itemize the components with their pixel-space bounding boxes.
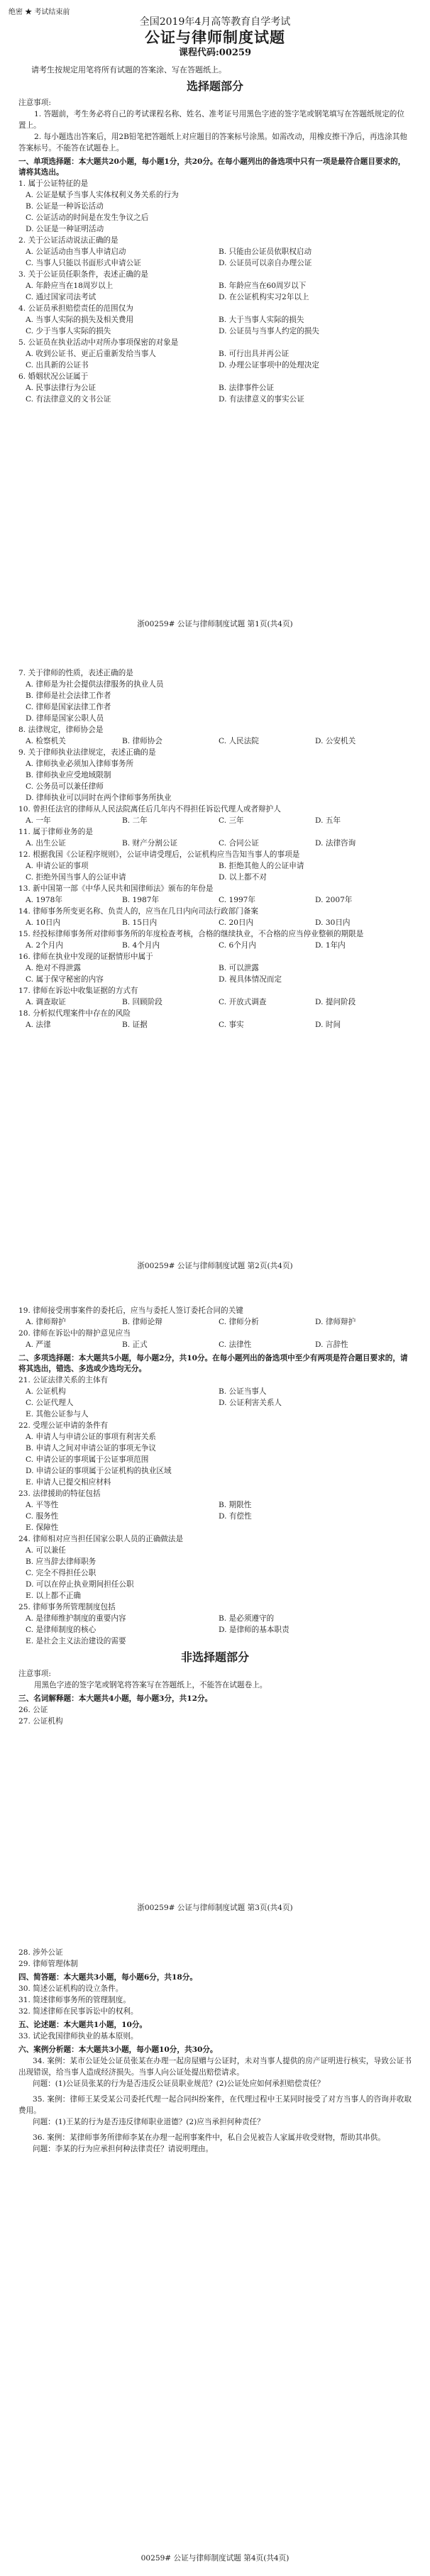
answer-option: C. 公证代理人	[26, 1399, 74, 1407]
page-2	[0, 642, 430, 1284]
answer-option: C. 当事人只能以书面形式申请公证	[26, 259, 141, 267]
question-stem: 13. 新中国第一部《中华人民共和国律师法》颁布的年份是	[18, 884, 214, 893]
option-list	[18, 189, 412, 235]
answer-option: B. 大于当事人实际的损失	[219, 316, 304, 324]
answer-option: B. 证据	[122, 1021, 148, 1029]
question-stem: 10. 曾担任法官的律师从人民法院离任后几年内不得担任诉讼代理人或者辩护人	[18, 805, 281, 814]
answer-option: E. 其他公证参与人	[26, 1410, 89, 1419]
course-code: 课程代码:00259	[178, 48, 252, 58]
answer-option: B. 律师是社会法律工作者	[26, 692, 111, 700]
question-list-page-1	[18, 178, 412, 405]
question-stem: 3. 关于公证员任职条件，表述正确的是	[18, 270, 148, 279]
part-heading-3: 三、名词解释题：本大题共4小题，每小题3分，共12分。	[18, 1694, 213, 1703]
part-heading-6: 六、案例分析题：本大题共3小题，每小题10分，共30分。	[18, 2045, 218, 2054]
answer-option: C. 律师分析	[219, 1318, 259, 1326]
question-stem: 31. 简述律师事务所的管理制度。	[18, 1996, 131, 2004]
answer-option: B. 1987年	[122, 896, 160, 904]
answer-option: D. 有法律意义的事实公证	[219, 395, 304, 404]
answer-option: B. 15日内	[122, 918, 158, 927]
question-list-page-2	[18, 667, 412, 1031]
question-list-page-3	[18, 1305, 412, 1647]
answer-option: C. 事实	[219, 1021, 244, 1029]
answer-option: D. 视具体情况而定	[219, 975, 282, 984]
question-stem: 21. 公证法律关系的主体有	[18, 1376, 109, 1384]
question-stem: 23. 法律援助的特征包括	[18, 1489, 101, 1498]
option-list	[18, 1019, 412, 1031]
answer-option: A. 年龄应当在18周岁以上	[26, 282, 114, 290]
answer-option: D. 公安机关	[315, 737, 356, 745]
answer-option: B. 可以泄露	[219, 964, 259, 972]
answer-option: A. 申请人与申请公证的事项有利害关系	[26, 1433, 156, 1441]
answer-option: A. 检察机关	[26, 737, 66, 745]
answer-option: C. 是律师制度的核心	[26, 1626, 97, 1634]
option-list	[18, 679, 412, 724]
answer-option: B. 期限性	[219, 1501, 252, 1509]
answer-option: D. 申请公证的事项属于公证机构的执业区域	[26, 1467, 172, 1475]
question-stem: 6. 婚姻状况公证属于	[18, 372, 89, 381]
question-stem: 26. 公证	[18, 1706, 48, 1714]
answer-option: A. 当事人实际的损失及相关费用	[26, 316, 134, 324]
instruction: 请考生按规定用笔将所有试题的答案涂、写在答题纸上。	[31, 65, 226, 74]
page-footer: 浙00259# 公证与律师制度试题 第3页(共4页)	[137, 1904, 293, 1912]
option-list	[18, 917, 412, 928]
notice-1	[18, 97, 412, 154]
page-footer: 00259# 公证与律师制度试题 第4页(共4页)	[140, 2554, 290, 2563]
answer-option: A. 收到公证书、更正后重新发给当事人	[26, 350, 156, 358]
option-list	[18, 1386, 412, 1420]
paper-title: 公证与律师制度试题	[145, 28, 285, 46]
part-heading-4: 四、简答题：本大题共3小题，每小题6分，共18分。	[18, 1973, 197, 1982]
page-footer: 浙00259# 公证与律师制度试题 第1页(共4页)	[137, 620, 293, 628]
question-stem: 33. 试论我国律师执业的基本原则。	[18, 2032, 138, 2041]
notice-item: 2. 每小题选出答案后，用2B铅笔把答题纸上对应题目的答案标号涂黑。如需改动，用橡皮擦干净后，再选涂其他答案标号。不能答在试题卷上。	[18, 133, 407, 152]
question-stem: 14. 律师事务所变更名称、负责人的，应当在几日内向司法行政部门备案	[18, 907, 259, 916]
question-stem: 29. 律师管理体制	[18, 1960, 78, 1968]
question-stem: 4. 公证员承担赔偿责任的范围仅为	[18, 304, 133, 313]
answer-option: D. 提问阶段	[315, 998, 356, 1006]
notice-head: 注意事项:	[18, 1670, 51, 1678]
answer-option: A. 平等性	[26, 1501, 59, 1509]
answer-option: B. 正式	[122, 1340, 148, 1349]
question-stem: 19. 律师接受刑事案件的委托后，应当与委托人签订委托合同的关键	[18, 1306, 243, 1315]
question-stem: 5. 公证员在执业活动中对所办事项保密的对象是	[18, 338, 179, 347]
answer-option: A. 律师是为社会提供法律服务的执业人员	[26, 680, 164, 689]
answer-option: D. 法律咨询	[315, 839, 356, 848]
notice-item: 用黑色字迹的签字笔或钢笔将答案写在答题纸上，不能答在试题卷上。	[34, 1681, 268, 1689]
notice-head: 注意事项:	[18, 99, 51, 107]
case-text: 36. 案例：某律师事务所律师李某在办理一起刑事案件中，私自会见被告人家属并收受财物，帮助其串供。	[33, 2133, 385, 2142]
answer-option: C. 律师是国家法律工作者	[26, 703, 111, 711]
answer-option: D. 公证员可以亲自办理公证	[219, 259, 312, 267]
answer-option: A. 公证活动由当事人申请启动	[26, 248, 126, 256]
answer-option: D. 2007年	[315, 896, 353, 904]
question-stem: 20. 律师在诉讼中的辩护意见应当	[18, 1329, 131, 1338]
notice-item: 1. 答题前，考生务必将自己的考试课程名称、姓名、准考证号用黑色字迹的签字笔或钢笔填写在答题纸规定的位置上。	[18, 110, 404, 130]
question-stem: 30. 简述公证机构的设立条件。	[18, 1984, 123, 1993]
answer-option: C. 属于保守秘密的内容	[26, 975, 104, 984]
answer-option: C. 公证活动的时间是在发生争议之后	[26, 213, 149, 222]
question-stem: 32. 简述律师在民事诉讼中的权利。	[18, 2007, 138, 2016]
answer-option: D. 律师是国家公职人员	[26, 714, 104, 723]
answer-option: C. 公务员可以兼任律师	[26, 782, 104, 791]
answer-option: A. 是律师维护制度的重要内容	[26, 1614, 126, 1623]
option-list	[18, 348, 412, 371]
part-heading-2: 二、多项选择题：本大题共5小题，每小题2分，共10分。在每小题列出的备选项中至少有两项是符合题目要求的，请将其选出，错选、多选或少选均无分。	[18, 1354, 408, 1373]
answer-option: D. 公证是一种证明活动	[26, 225, 104, 233]
option-list	[18, 940, 412, 951]
answer-option: B. 4个月内	[122, 941, 160, 950]
case-text: 35. 案例：律师王某受某公司委托代理一起合同纠纷案件，在代理过程中王某同时接受了对方当事人的咨询并收取费用。	[18, 2095, 412, 2115]
question-stem: 18. 分析拟代理案件中存在的风险	[18, 1009, 131, 1018]
option-list	[18, 1499, 412, 1533]
answer-option: B. 律师协会	[122, 737, 162, 745]
answer-option: B. 法律事件公证	[219, 384, 275, 392]
question-stem: 1. 属于公证特征的是	[18, 179, 89, 188]
answer-option: A. 2个月内	[26, 941, 63, 950]
answer-option: C. 法律性	[219, 1340, 252, 1349]
answer-option: E. 是社会主义法治建设的需要	[26, 1637, 126, 1645]
case-text: 34. 案例：某市公证处公证员张某在办理一起房屋赠与公证时，未对当事人提供的房产证明进行核实，导致公证书出现错误，给当事人造成经济损失。当事人向公证处提出赔偿请求。	[18, 2057, 412, 2077]
question-stem: 25. 律师事务所管理制度包括	[18, 1603, 116, 1611]
option-list	[18, 1545, 412, 1601]
answer-option: D. 是律师的基本职责	[219, 1626, 290, 1634]
answer-option: E. 以上都不正确	[26, 1592, 82, 1600]
answer-option: A. 一年	[26, 816, 51, 825]
answer-option: D. 30日内	[315, 918, 351, 927]
answer-option: A. 绝对不得泄露	[26, 964, 81, 972]
page-4	[0, 1926, 430, 2576]
option-list	[18, 246, 412, 269]
option-list	[18, 314, 412, 337]
answer-option: D. 公证员与当事人约定的损失	[219, 327, 319, 335]
answer-option: C. 出具新的公证书	[26, 361, 89, 370]
answer-option: E. 申请人已提交相应材料	[26, 1478, 111, 1487]
answer-option: C. 20日内	[219, 918, 254, 927]
question-stem: 16. 律师在执业中发现的证据情形中属于	[18, 953, 153, 961]
answer-option: C. 三年	[219, 816, 244, 825]
question-stem: 15. 经投标律师事务所对律师事务所的年度检查考核，合格的继续执业，不合格的应当停业整顿的期限是	[18, 930, 364, 938]
option-list	[18, 1316, 412, 1328]
question-stem: 24. 律师相对应当担任国家公职人员的正确做法是	[18, 1535, 184, 1543]
secret-mark: 绝密 ★ 考试结束前	[9, 9, 70, 16]
section-title-choice: 选择题部分	[186, 79, 243, 93]
section-title-nonchoice: 非选择题部分	[180, 1650, 249, 1664]
answer-option: D. 时间	[315, 1021, 341, 1029]
option-list	[18, 1339, 412, 1350]
answer-option: C. 有法律意义的文书公证	[26, 395, 111, 404]
answer-option: C. 服务性	[26, 1512, 59, 1521]
answer-option: A. 律师辩护	[26, 1318, 66, 1326]
answer-option: D. 以上都不对	[219, 873, 267, 882]
answer-option: D. 律师执业可以同时在两个律师事务所执业	[26, 794, 172, 802]
answer-option: B. 可行出具并再公证	[219, 350, 290, 358]
answer-option: A. 公证机构	[26, 1387, 66, 1396]
answer-option: E. 保障性	[26, 1523, 59, 1532]
answer-option: B. 拒绝其他人的公证申请	[219, 862, 304, 870]
answer-option: B. 财产分割公证	[122, 839, 178, 848]
answer-option: A. 申请公证的事项	[26, 862, 89, 870]
option-list	[18, 962, 412, 985]
part-heading-5: 五、论述题：本大题共1小题，10分。	[18, 2021, 148, 2029]
answer-option: A. 律师执业必须加入律师事务所	[26, 760, 134, 768]
answer-option: B. 二年	[122, 816, 148, 825]
question-stem: 7. 关于律师的性质，表述正确的是	[18, 669, 133, 677]
question-stem: 12. 根据我国《公证程序规则》，公证申请受理后，公证机构应当告知当事人的事项是	[18, 850, 300, 859]
option-list	[18, 1431, 412, 1488]
answer-option: D. 律师辩护	[315, 1318, 356, 1326]
answer-option: D. 在公证机构实习2年以上	[219, 293, 309, 301]
option-list	[18, 280, 412, 303]
option-list	[18, 735, 412, 747]
answer-option: C. 合同公证	[219, 839, 259, 848]
question-stem: 28. 涉外公证	[18, 1948, 63, 1957]
question-stem: 17. 律师在诉讼中收集证据的方式有	[18, 987, 138, 995]
answer-option: B. 只能由公证员依职权启动	[219, 248, 312, 256]
answer-option: A. 调查取证	[26, 998, 66, 1006]
answer-option: D. 公证利害关系人	[219, 1399, 282, 1407]
answer-option: A. 法律	[26, 1021, 51, 1029]
answer-option: A. 1978年	[26, 896, 62, 904]
page-footer: 浙00259# 公证与律师制度试题 第2页(共4页)	[137, 1262, 293, 1270]
answer-option: A. 可以兼任	[26, 1546, 66, 1555]
answer-option: D. 有偿性	[219, 1512, 252, 1521]
answer-option: C. 少于当事人实际的损失	[26, 327, 111, 335]
answer-option: D. 言辞性	[315, 1340, 348, 1349]
answer-option: D. 五年	[315, 816, 341, 825]
answer-option: B. 年龄应当在60周岁以下	[219, 282, 307, 290]
question-stem: 11. 属于律师业务的是	[18, 828, 93, 836]
answer-option: B. 回顾阶段	[122, 998, 162, 1006]
question-stem: 9. 关于律师执业法律规定，表述正确的是	[18, 748, 156, 757]
answer-option: A. 10日内	[26, 918, 61, 927]
question-stem: 27. 公证机构	[18, 1717, 63, 1726]
answer-option: C. 申请公证的事项属于公证事项范围	[26, 1455, 149, 1464]
case-question: 问题：(1)王某的行为是否违反律师职业道德？(2)应当承担何种责任？	[33, 2118, 265, 2126]
option-list	[18, 860, 412, 883]
question-stem: 22. 受理公证申请的条件有	[18, 1421, 109, 1430]
answer-option: C. 开放式调查	[219, 998, 267, 1006]
page-1	[0, 0, 430, 642]
answer-option: D. 可以在停止执业期间担任公职	[26, 1580, 134, 1589]
option-list	[18, 838, 412, 849]
question-stem: 8. 法律规定，律师协会是	[18, 726, 104, 734]
option-list	[18, 1613, 412, 1647]
answer-option: D. 办理公证事项中的处理决定	[219, 361, 319, 370]
answer-option: A. 公证是赋予当事人实体权利义务关系的行为	[26, 191, 179, 199]
answer-option: A. 民事法律行为公证	[26, 384, 97, 392]
option-list	[18, 758, 412, 804]
option-list	[18, 382, 412, 405]
answer-option: C. 通过国家司法考试	[26, 293, 97, 301]
answer-option: C. 人民法院	[219, 737, 259, 745]
option-list	[18, 894, 412, 906]
answer-option: B. 律师执业应受地域限制	[26, 771, 111, 779]
answer-option: C. 6个月内	[219, 941, 256, 950]
option-list	[18, 996, 412, 1008]
answer-option: B. 律师论辩	[122, 1318, 162, 1326]
question-stem: 2. 关于公证活动说法正确的是	[18, 236, 118, 245]
answer-option: C. 拒绝外国当事人的公证申请	[26, 873, 126, 882]
answer-option: B. 公证是一种诉讼活动	[26, 202, 104, 211]
case-question: 问题：李某的行为应承担何种法律责任？请说明理由。	[33, 2145, 214, 2153]
notice-2	[18, 1668, 412, 1691]
answer-option: A. 严谨	[26, 1340, 51, 1349]
exam-title: 全国2019年4月高等教育自学考试	[139, 16, 291, 28]
part-heading-1: 一、单项选择题：本大题共20小题，每小题1分，共20分。在每小题列出的备选项中只有一项是最符合题目要求的，请将其选出。	[18, 157, 406, 177]
answer-option: B. 申请人之间对申请公证的事项无争议	[26, 1444, 157, 1453]
answer-option: B. 是必须遵守的	[219, 1614, 275, 1623]
option-list	[18, 815, 412, 826]
answer-option: A. 出生公证	[26, 839, 66, 848]
answer-option: D. 1年内	[315, 941, 346, 950]
answer-option: B. 公证当事人	[219, 1387, 267, 1396]
answer-option: C. 完全不得担任公职	[26, 1569, 97, 1577]
answer-option: B. 应当辞去律师职务	[26, 1558, 97, 1566]
page-3	[0, 1284, 430, 1926]
case-question: 问题：(1)公证员张某的行为是否违反公证员职业规范？(2)公证处应如何承担赔偿责任？	[33, 2080, 325, 2088]
answer-option: C. 1997年	[219, 896, 256, 904]
